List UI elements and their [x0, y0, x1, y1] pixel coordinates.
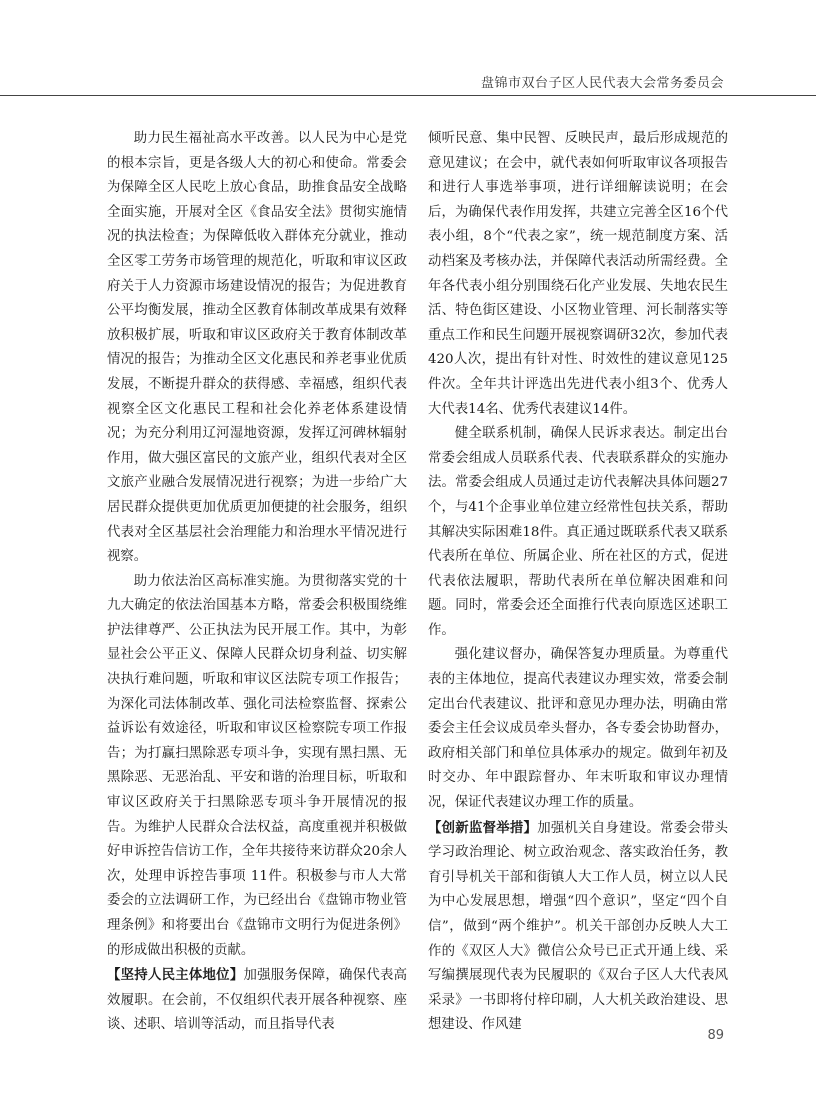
header-divider — [0, 95, 816, 96]
paragraph-rule-of-law: 助力依法治区高标准实施。为贯彻落实党的十九大确定的依法治国基本方略，常委会积极围绕维护法律尊严、公正执法为民开展工作。其中，为彰显社会公平正义、保障人民群众切身利益、切实解决执行难问题，听取和审议区法院专项工作报告；为深化司法体制改革、强化司法检察监督、探索公益诉讼有效途径，听取和审议区检察院专项工作报告；为打赢扫黑除恶专项斗争，实现有黑扫黑、无黑除恶、无恶治乱、平安和谐的治理目标，听取和审议区政府关于扫黑除恶专项斗争开展情况的报告。为维护人民群众合法权益，高度重视并积极做好申诉控告信访工作，全年共接待来访群众20余人次，处理申诉控告事项 11件。积极参与市人大常委会的立法调研工作，为已经出台《盘锦市物业管理条例》和将要出台《盘锦市文明行为促进条例》的形成做出积极的贡献。 — [107, 573, 407, 958]
paragraph-people-subject-body: 加强服务保障，确保代表高效履职。在会前，不仅组织代表开展各种视察、座谈、述职、培训等活动，而且指导代表 — [107, 968, 408, 1033]
paragraph-livelihood: 助力民生福祉高水平改善。以人民为中心是党的根本宗旨，更是各级人大的初心和使命。常委会为保障全区人民吃上放心食品，助推食品安全战略全面实施，开展对全区《食品安全法》贯彻实施情况的执法检查；为保障低收入群体充分就业，推动全区零工劳务市场管理的规范化，听取和审议区政府关于人力资源市场建设情况的报告；为促进教育公平均衡发展，推动全区教育体制改革成果有效释放积极扩展，听取和审议区政府关于教育体制改革情况的报告；为推动全区文化惠民和养老事业优质发展，不断提升群众的获得感、幸福感，组织代表视察全区文化惠民工程和社会化养老体系建设情况；为充分利用辽河湿地资源，发挥辽河碑林辐射作用，做大强区富民的文旅产业，组织代表对全区文旅产业融合发展情况进行视察；为进一步给广大居民群众提供更加优质更加便捷的社会服务，组织代表对全区基层社会治理能力和治理水平情况进行视察。 — [107, 131, 407, 565]
section-heading-innovative-supervision: 【创新监督举措】 — [428, 819, 538, 836]
paragraph-people-subject-continued: 倾听民意、集中民智、反映民声，最后形成规范的意见建议；在会中，就代表如何听取审议各项报告和进行人事选举事项，进行详细解读说明；在会后，为确保代表作用发挥，共建立完善全区16个代表小组，8个“代表之家”，统一规范制度方案、活动档案及考核办法，并保障代表活动所需经费。全年各代表小组分别围绕石化产业发展、失地农民生活、特色街区建设、小区物业管理、河长制落实等重点工作和民生问题开展视察调研32次，参加代表420人次，提出有针对性、时效性的建议意见125件次。全年共计评选出先进代表小组3个、优秀人大代表14名、优秀代表建议14件。 — [428, 131, 728, 417]
paragraph-contact-mechanism: 健全联系机制，确保人民诉求表达。制定出台常委会组成人员联系代表、代表联系群众的实施办法。常委会组成人员通过走访代表解决具体问题27个，与41个企事业单位建立经常性包扶关系，帮助其解决实际困难18件。真正通过既联系代表又联系代表所在单位、所属企业、所在社区的方式，促进代表依法履职，帮助代表所在单位解决困难和问题。同时，常委会还全面推行代表向原选区述职工作。 — [428, 426, 728, 638]
paragraph-people-subject — [107, 963, 407, 1038]
paragraph-suggestion-supervision: 强化建议督办，确保答复办理质量。为尊重代表的主体地位，提高代表建议办理实效，常委会制定出台代表建议、批评和意见办理办法，明确由常委会主任会议成员牵头督办，各专委会协助督办，政府相关部门和单位具体承办的规定。做到年初及时交办、年中跟踪督办、年末听取和审议办理情况，保证代表建议办理工作的质量。 — [428, 647, 728, 811]
left-column — [107, 127, 407, 1038]
paragraph-innovative-supervision — [428, 816, 728, 1038]
right-column — [428, 127, 728, 1038]
running-header-title: 盘锦市双台子区人民代表大会常务委员会 — [480, 76, 724, 91]
paragraph-innovative-supervision-body: 加强机关自身建设。常委会带头学习政治理论、树立政治观念、落实政治任务，教育引导机关干部和街镇人大工作人员，树立以人民为中心发展思想，增强“四个意识”，坚定“四个自信”，做到“两个维护”。机关干部创办反映人大工作的《双区人大》微信公众号已正式开通上线、采写编撰展现代表为民履职的《双台子区人大代表风采录》一书即将付梓印刷，人大机关政治建设、思想建设、作风建 — [428, 820, 729, 1033]
page-number: 89 — [707, 1028, 724, 1043]
section-heading-people-subject: 【坚持人民主体地位】 — [107, 967, 244, 984]
